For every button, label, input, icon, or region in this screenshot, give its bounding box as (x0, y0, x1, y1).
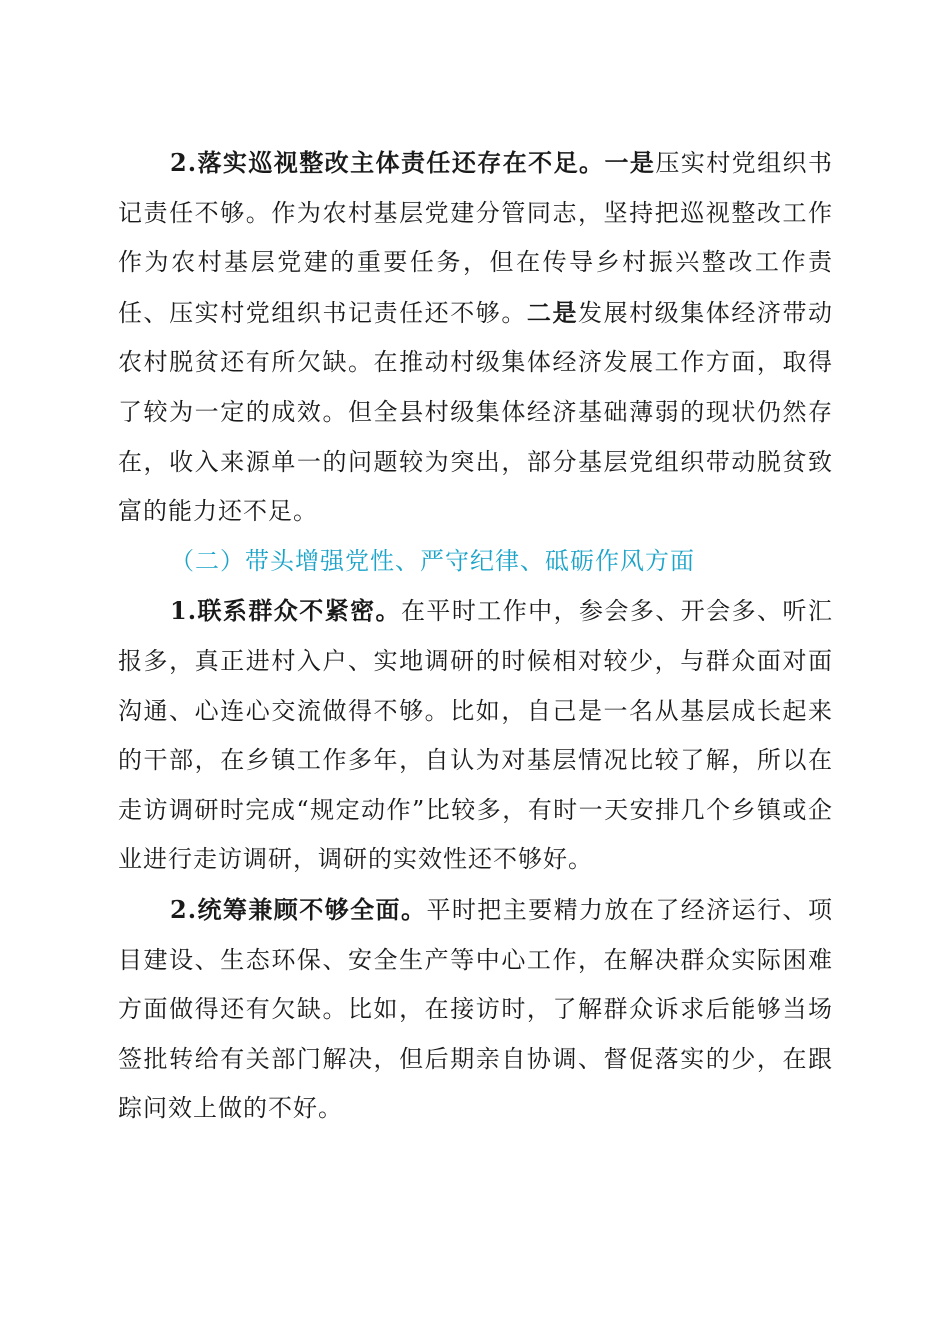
document-body (118, 138, 833, 1134)
section-heading: （二）带头增强党性、严守纪律、砥砺作风方面 (170, 546, 695, 575)
paragraph-lead: 1.联系群众不紧密。 (170, 596, 401, 626)
paragraph-text: 发展村级集体经济带动农村脱贫还有所欠缺。在推动村级集体经济发展工作方面，取得了较为一定的成效。但全县村级集体经济基础薄弱的现状仍然存在，收入来源单一的问题较为突出，部分基层党组织带动脱贫致富的能力还不足。 (118, 298, 834, 526)
paragraph-rectification-responsibility (118, 138, 833, 537)
paragraph-lead: 2.落实巡视整改主体责任还存在不足。 (170, 148, 605, 177)
paragraph-text: 平时把主要精力放在了经济运行、项目建设、生态环保、安全生产等中心工作，在解决群众实际困难方面做得还有欠缺。比如，在接访时，了解群众诉求后能够当场签批转给有关部门解决，但后期亲自协调、督促落实的少，在跟踪问效上做的不好。 (118, 895, 833, 1123)
point-marker-second: 二是 (526, 297, 579, 327)
paragraph-lead: 2.统筹兼顾不够全面。 (170, 894, 427, 924)
paragraph-text: 在平时工作中，参会多、开会多、听汇报多，真正进村入户、实地调研的时候相对较少，与群众面对面沟通、心连心交流做得不够。比如，自己是一名从基层成长起来的干部，在乡镇工作多年，自认为对基层情况比较了解，所以在走访调研时完成“规定动作”比较多，有时一天安排几个乡镇或企业进行走访调研，调研的实效性还不够好。 (118, 597, 833, 874)
point-marker-first: 一是 (604, 148, 656, 177)
paragraph-overall-planning (118, 885, 833, 1134)
paragraph-text: 压实村党组织书记责任不够。作为农村基层党建分管同志，坚持把巡视整改工作作为农村基层党建的重要任务，但在传导乡村振兴整改工作责任、压实村党组织书记责任还不够。 (118, 149, 833, 327)
paragraph-contact-masses (118, 586, 833, 885)
